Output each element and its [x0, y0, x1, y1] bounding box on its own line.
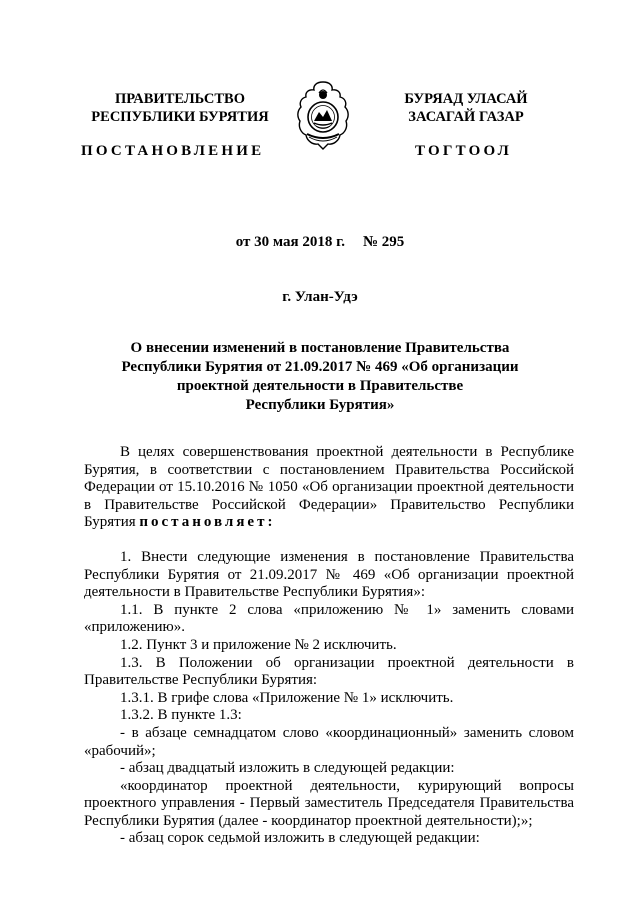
issuer-line-1: ПРАВИТЕЛЬСТВО	[115, 91, 245, 107]
document-type-buryat: ТОГТООЛ	[415, 143, 512, 159]
document-type-russian: ПОСТАНОВЛЕНИЕ	[81, 143, 265, 159]
decree-word: постановляет:	[139, 514, 276, 531]
document-body	[84, 444, 574, 848]
quoted-paragraph: «координатор проектной деятельности, курирующий вопросы проектного управления - Первый заместитель Председателя Правительства Республики Бурятия (далее - координатор проектной деятельности);»;	[84, 777, 574, 829]
issuer-line-2: РЕСПУБЛИКИ БУРЯТИЯ	[91, 109, 269, 125]
dash-item-3: - абзац сорок седьмой изложить в следующей редакции:	[120, 830, 480, 847]
date-and-number	[0, 234, 640, 251]
issuer-name-russian	[90, 90, 270, 126]
item-1-3-1: 1.3.1. В грифе слова «Приложение № 1» исключить.	[120, 689, 454, 706]
issuer-name-buryat	[386, 90, 546, 126]
document-date: от 30 мая 2018 г.	[235, 234, 345, 250]
title-line-3: проектной деятельности в Правительстве	[176, 378, 464, 394]
item-1-3-2: 1.3.2. В пункте 1.3:	[120, 707, 242, 724]
item-1-2: 1.2. Пункт 3 и приложение № 2 исключить.	[120, 636, 397, 653]
item-1: 1. Внести следующие изменения в постановление Правительства Республики Бурятия от 21.09.2017 № 469 «Об организации проектной деятельности в Правительстве Республики Бурятия»:	[84, 548, 574, 601]
preamble-text: В целях совершенствования проектной деятельности в Республике Бурятия, в соответствии с постановлением Правительства Российской Федерации от 15.10.2016 № 1050 «Об организации проектной деятельности в Правительстве Российской Федерации» Правительство Республики Бурятия	[84, 444, 574, 531]
dash-item-1: - в абзаце семнадцатом слово «координационный» заменить словом «рабочий»;	[84, 724, 574, 759]
item-1-1: 1.1. В пункте 2 слова «приложению № 1» заменить словами «приложению».	[84, 601, 574, 636]
title-line-1: О внесении изменений в постановление Правительства	[130, 340, 510, 356]
preamble-paragraph	[84, 444, 574, 532]
dash-item-2: - абзац двадцатый изложить в следующей редакции:	[120, 760, 455, 777]
item-1-3: 1.3. В Положении об организации проектной деятельности в Правительстве Республики Бурятия:	[84, 654, 574, 689]
title-line-4: Республики Бурятия»	[245, 397, 395, 413]
issuer-line-1-buryat: БУРЯАД УЛАСАЙ	[404, 91, 528, 107]
title-line-2: Республики Бурятия от 21.09.2017 № 469 «Об организации	[121, 359, 519, 375]
document-city: г. Улан-Удэ	[282, 289, 358, 305]
document-number: № 295	[362, 234, 405, 250]
document-title	[0, 339, 640, 415]
buryatia-coat-of-arms-icon	[294, 79, 352, 151]
issuer-line-2-buryat: ЗАСАГАЙ ГАЗАР	[408, 109, 524, 125]
